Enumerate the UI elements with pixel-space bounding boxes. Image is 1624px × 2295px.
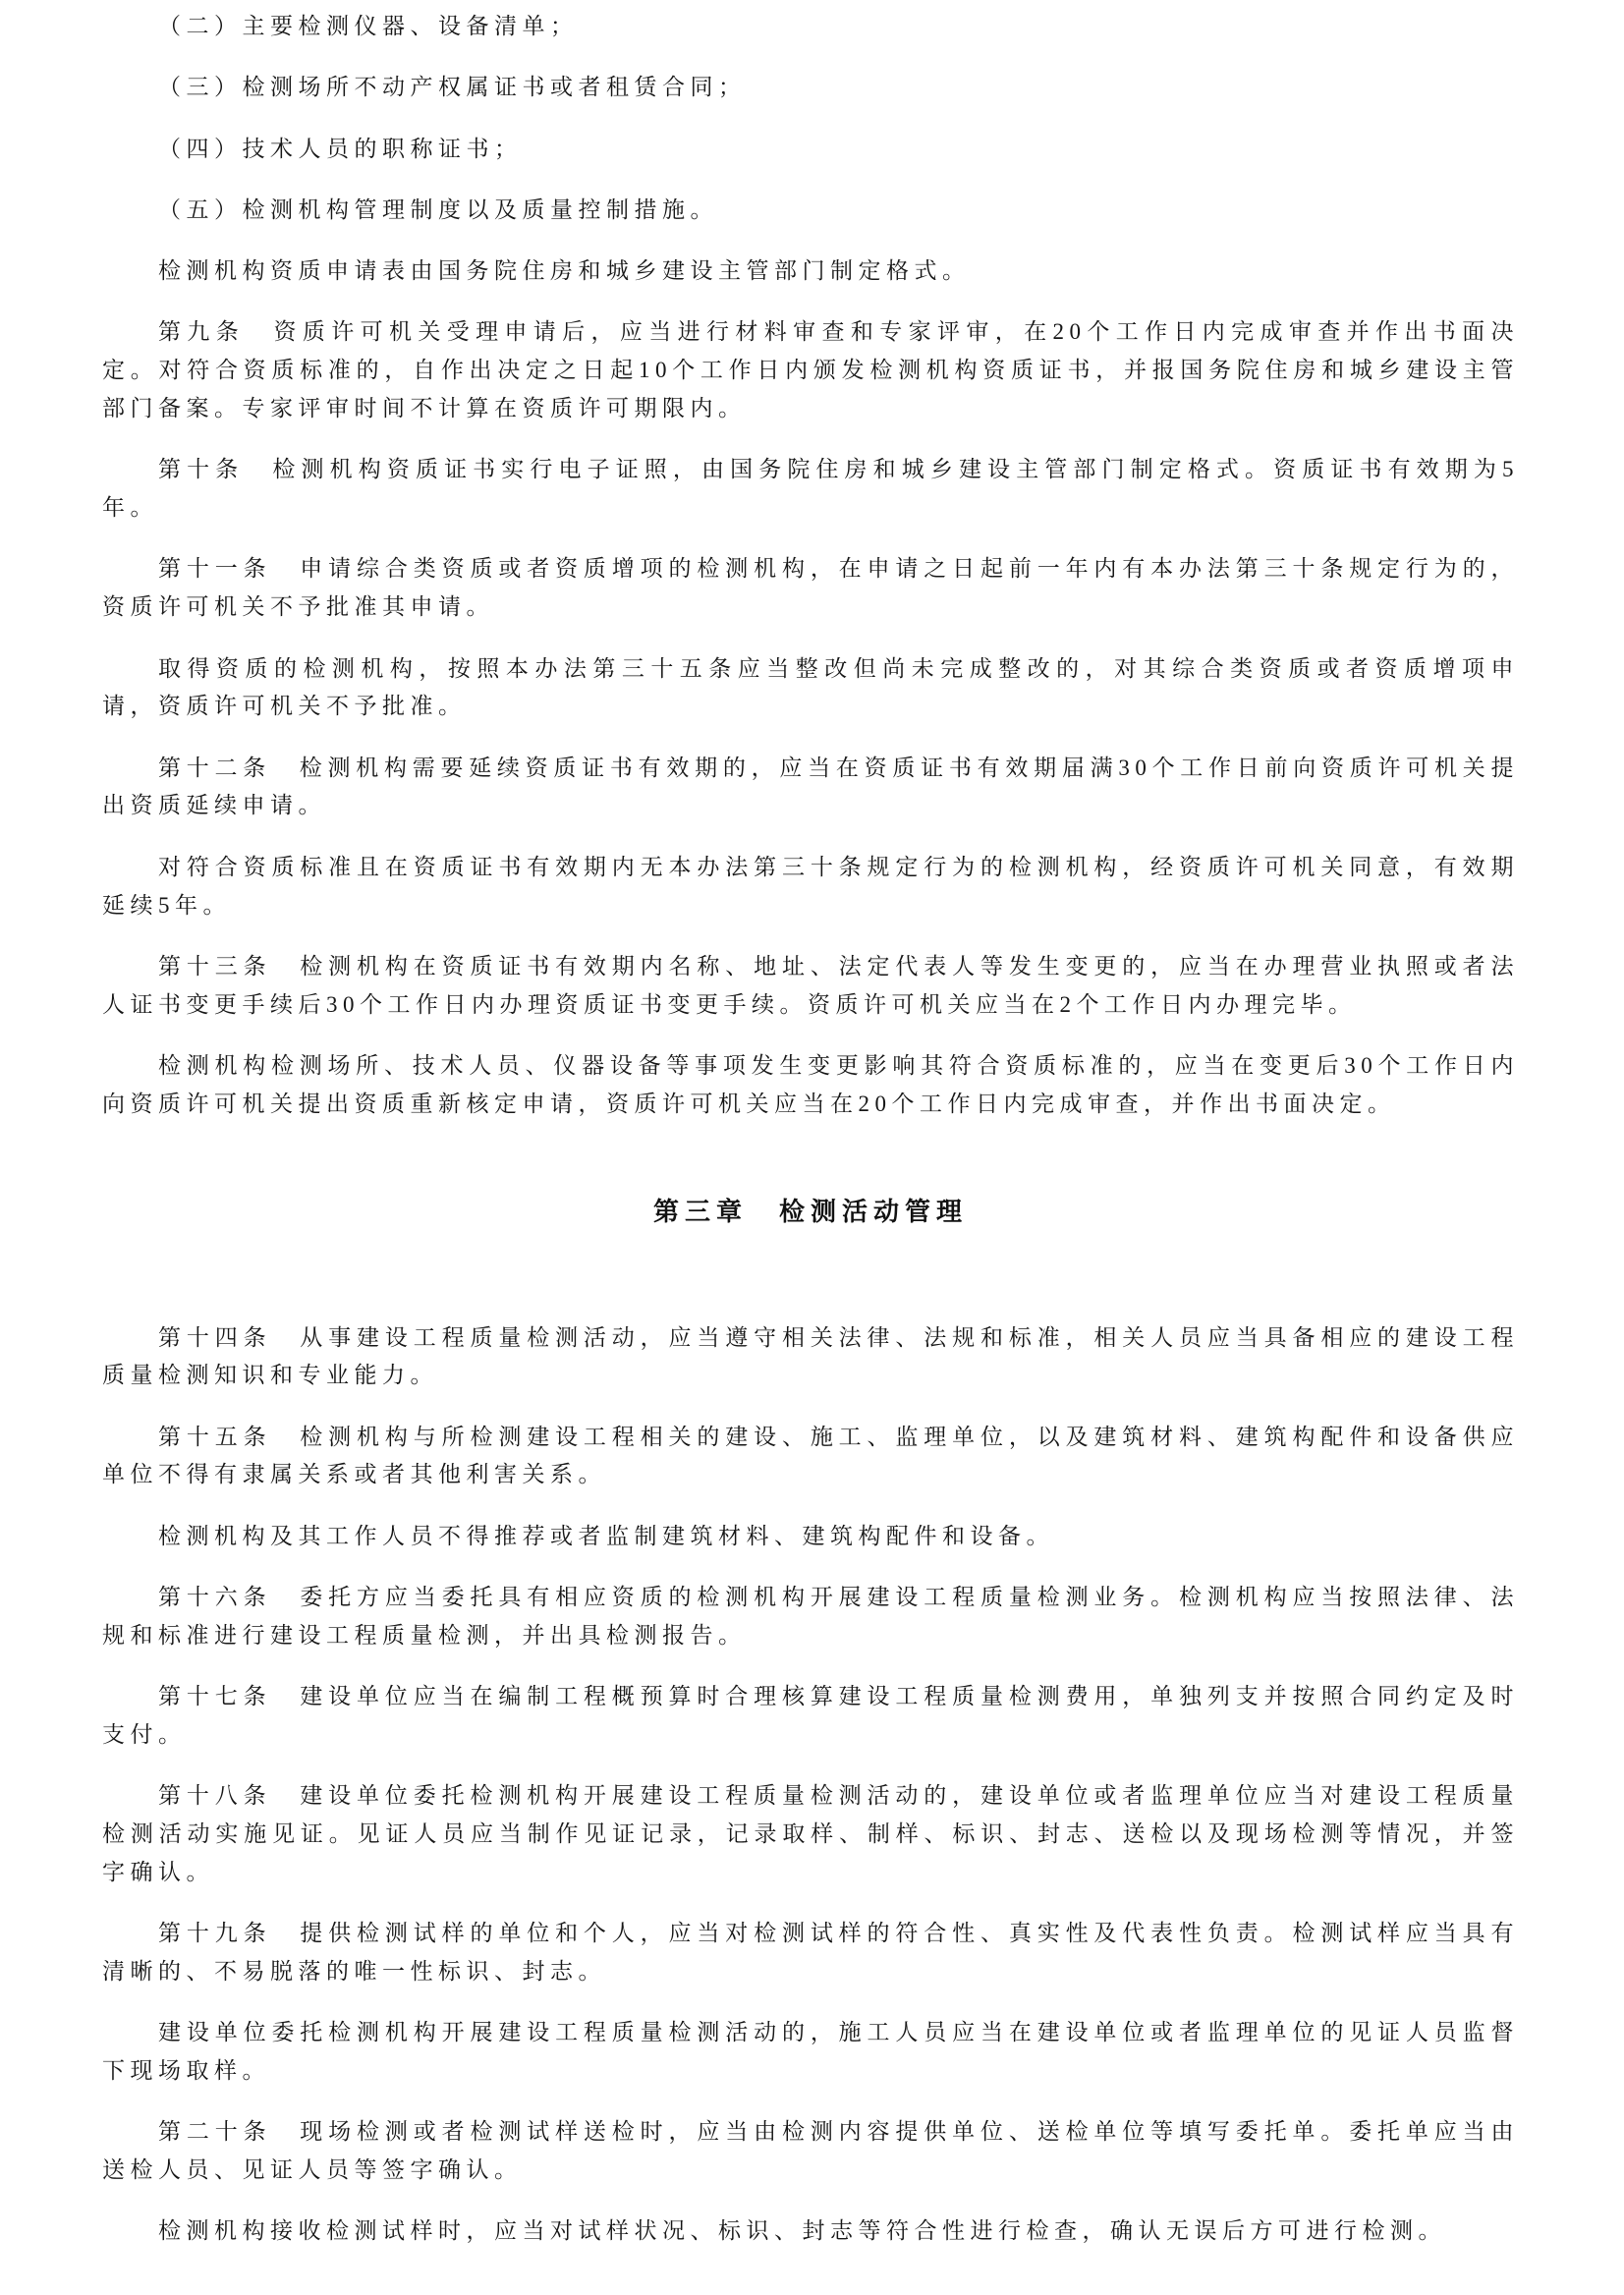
paragraph-article-16: 第十六条 委托方应当委托具有相应资质的检测机构开展建设工程质量检测业务。检测机构应当按照法律、法规和标准进行建设工程质量检测，并出具检测报告。 xyxy=(102,1585,1519,1648)
list-item-4: （四）技术人员的职称证书； xyxy=(158,136,523,161)
paragraph-article-15-cont: 检测机构及其工作人员不得推荐或者监制建筑材料、建筑构配件和设备。 xyxy=(158,1523,1054,1548)
paragraph-article-19: 第十九条 提供检测试样的单位和个人，应当对检测试样的符合性、真实性及代表性负责。检测试样应当具有清晰的、不易脱落的唯一性标识、封志。 xyxy=(102,1921,1519,1984)
paragraph-article-9: 第九条 资质许可机关受理申请后，应当进行材料审查和专家评审，在20个工作日内完成审查并作出书面决定。对符合资质标准的，自作出决定之日起10个工作日内颁发检测机构资质证书，并报国务院住房和城乡建设主管部门备案。专家评审时间不计算在资质许可期限内。 xyxy=(102,319,1519,421)
paragraph-article-12: 第十二条 检测机构需要延续资质证书有效期的，应当在资质证书有效期届满30个工作日前向资质许可机关提出资质延续申请。 xyxy=(102,755,1519,818)
paragraph-article-13: 第十三条 检测机构在资质证书有效期内名称、地址、法定代表人等发生变更的，应当在办理营业执照或者法人证书变更手续后30个工作日内办理资质证书变更手续。资质许可机关应当在2个工作日内办理完毕。 xyxy=(102,953,1519,1017)
paragraph-article-14: 第十四条 从事建设工程质量检测活动，应当遵守相关法律、法规和标准，相关人员应当具备相应的建设工程质量检测知识和专业能力。 xyxy=(102,1324,1519,1388)
paragraph-article-18: 第十八条 建设单位委托检测机构开展建设工程质量检测活动的，建设单位或者监理单位应当对建设工程质量检测活动实施见证。见证人员应当制作见证记录，记录取样、制样、标识、封志、送检以及现场检测等情况，并签字确认。 xyxy=(102,1783,1519,1884)
paragraph-article-12-cont: 对符合资质标准且在资质证书有效期内无本办法第三十条规定行为的检测机构，经资质许可机关同意，有效期延续5年。 xyxy=(102,854,1519,918)
paragraph-application-form: 检测机构资质申请表由国务院住房和城乡建设主管部门制定格式。 xyxy=(158,258,971,284)
paragraph-article-19-cont: 建设单位委托检测机构开展建设工程质量检测活动的，施工人员应当在建设单位或者监理单位的见证人员监督下现场取样。 xyxy=(102,2020,1519,2083)
paragraph-article-11: 第十一条 申请综合类资质或者资质增项的检测机构，在申请之日起前一年内有本办法第三十条规定行为的，资质许可机关不予批准其申请。 xyxy=(102,556,1519,620)
paragraph-article-13-cont: 检测机构检测场所、技术人员、仪器设备等事项发生变更影响其符合资质标准的，应当在变更后30个工作日内向资质许可机关提出资质重新核定申请，资质许可机关应当在20个工作日内完成审查，并作出书面决定。 xyxy=(102,1052,1519,1116)
paragraph-article-11-cont: 取得资质的检测机构，按照本办法第三十五条应当整改但尚未完成整改的，对其综合类资质或者资质增项申请，资质许可机关不予批准。 xyxy=(102,655,1519,719)
list-item-3: （三）检测场所不动产权属证书或者租赁合同； xyxy=(158,75,747,100)
paragraph-article-20-cont: 检测机构接收检测试样时，应当对试样状况、标识、封志等符合性进行检查，确认无误后方可进行检测。 xyxy=(158,2218,1446,2244)
paragraph-article-10: 第十条 检测机构资质证书实行电子证照，由国务院住房和城乡建设主管部门制定格式。资质证书有效期为5年。 xyxy=(102,457,1519,521)
paragraph-article-20: 第二十条 现场检测或者检测试样送检时，应当由检测内容提供单位、送检单位等填写委托单。委托单应当由送检人员、见证人员等签字确认。 xyxy=(102,2119,1519,2183)
chapter-heading: 第三章 检测活动管理 xyxy=(652,1196,968,1226)
list-item-5: （五）检测机构管理制度以及质量控制措施。 xyxy=(158,196,718,222)
list-item-2: （二）主要检测仪器、设备清单； xyxy=(158,14,579,38)
paragraph-article-15: 第十五条 检测机构与所检测建设工程相关的建设、施工、监理单位，以及建筑材料、建筑构配件和设备供应单位不得有隶属关系或者其他利害关系。 xyxy=(102,1424,1519,1487)
paragraph-article-17: 第十七条 建设单位应当在编制工程概预算时合理核算建设工程质量检测费用，单独列支并按照合同约定及时支付。 xyxy=(102,1684,1519,1747)
